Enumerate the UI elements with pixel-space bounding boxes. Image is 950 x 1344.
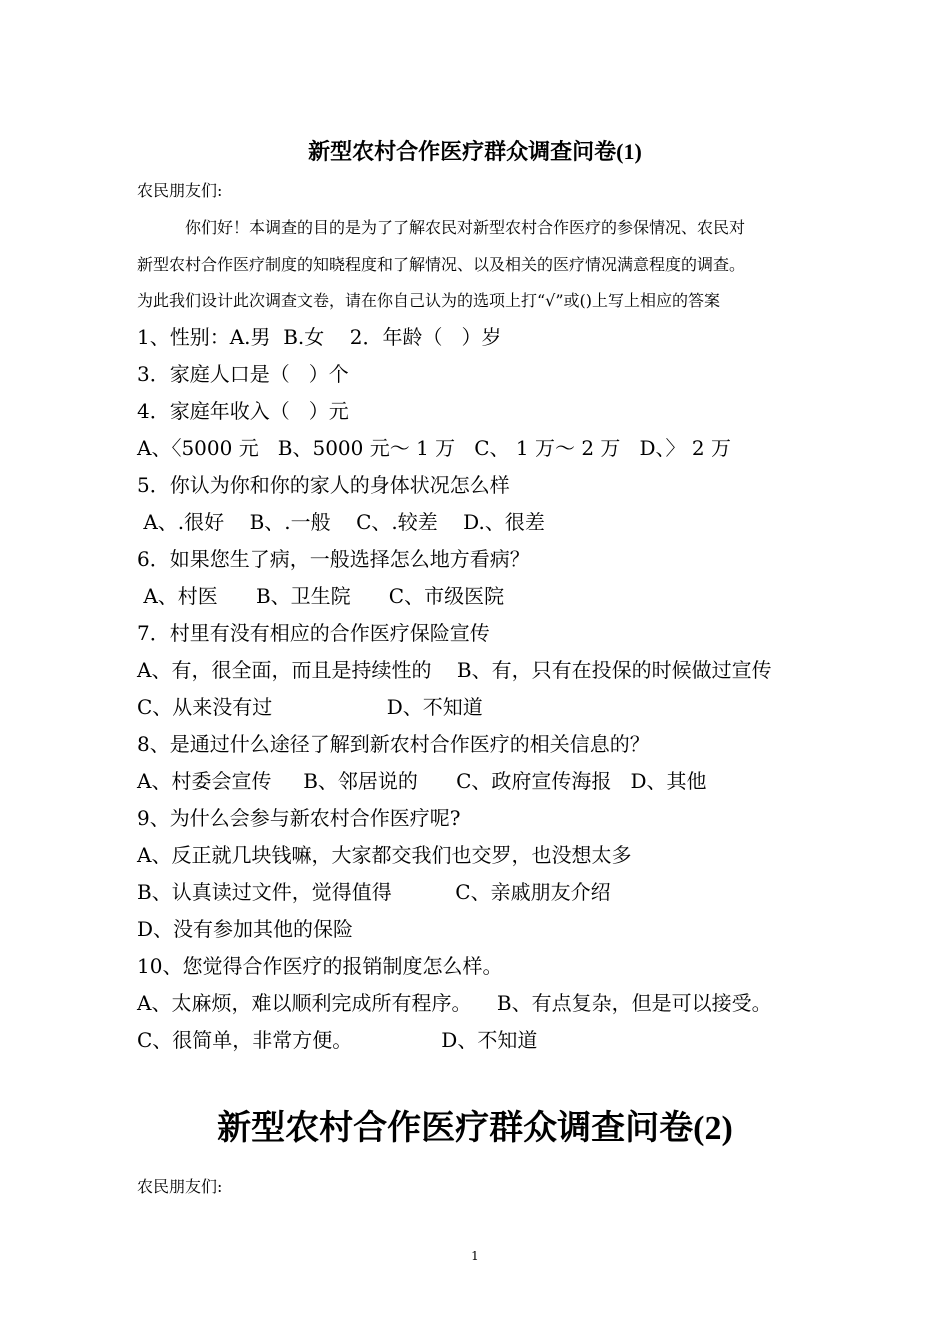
survey-1-greeting: 农民朋友们: (137, 181, 223, 200)
question-10-options-ab: A、太麻烦，难以顺利完成所有程序。 B、有点复杂，但是可以接受。 (137, 991, 772, 1015)
question-7-publicity: 7．村里有没有相应的合作医疗保险宣传 (137, 621, 490, 645)
question-10-reimbursement: 10、您觉得合作医疗的报销制度怎么样。 (137, 954, 503, 978)
page-number: 1 (471, 1249, 479, 1263)
question-1-2-gender-age: 1、性别：A.男 B.女 2．年龄（ ）岁 (137, 325, 502, 349)
question-6-options: A、村医 B、卫生院 C、市级医院 (137, 584, 505, 608)
question-5-options: A、.很好 B、.一般 C、.较差 D.、很差 (137, 510, 545, 534)
question-6-where-treated: 6．如果您生了病，一般选择怎么地方看病？ (137, 547, 530, 571)
question-9-option-a: A、反正就几块钱嘛，大家都交我们也交罗，也没想太多 (137, 843, 632, 867)
question-10-options-cd: C、很简单，非常方便。 D、不知道 (137, 1028, 538, 1052)
question-9-options-bc: B、认真读过文件，觉得值得 C、亲戚朋友介绍 (137, 880, 611, 904)
question-9-option-d: D、没有参加其他的保险 (137, 917, 354, 941)
survey-1-intro-line-2: 新型农村合作医疗制度的知晓程度和了解情况、以及相关的医疗情况满意程度的调查。 (137, 255, 746, 274)
question-4-household-income: 4．家庭年收入（ ）元 (137, 399, 349, 423)
question-8-info-source: 8、是通过什么途径了解到新农村合作医疗的相关信息的？ (137, 732, 650, 756)
question-4-options: A、〈5000 元 B、5000 元～ 1 万 C、 1 万～ 2 万 D、〉 2 万 (137, 436, 731, 460)
question-7-options-ab: A、有，很全面，而且是持续性的 B、有，只有在投保的时候做过宣传 (137, 658, 772, 682)
question-3-household-size: 3．家庭人口是（ ）个 (137, 362, 349, 386)
survey-2-greeting: 农民朋友们: (137, 1177, 223, 1196)
survey-2-title: 新型农村合作医疗群众调查问卷(2) (217, 1110, 733, 1147)
question-8-options: A、村委会宣传 B、邻居说的 C、政府宣传海报 D、其他 (137, 769, 707, 793)
survey-1-intro-line-1: 你们好！本调查的目的是为了了解农民对新型农村合作医疗的参保情况、农民对 (185, 218, 746, 237)
survey-1-intro-line-3: 为此我们设计此次调查文卷，请在你自己认为的选项上打“√”或()上写上相应的答案 (137, 291, 721, 310)
question-9-why-join: 9、为什么会参与新农村合作医疗呢? (137, 806, 461, 830)
question-7-options-cd: C、从来没有过 D、不知道 (137, 695, 483, 719)
question-5-health-status: 5．你认为你和你的家人的身体状况怎么样 (137, 473, 510, 497)
survey-1-title: 新型农村合作医疗群众调查问卷(1) (308, 139, 642, 164)
